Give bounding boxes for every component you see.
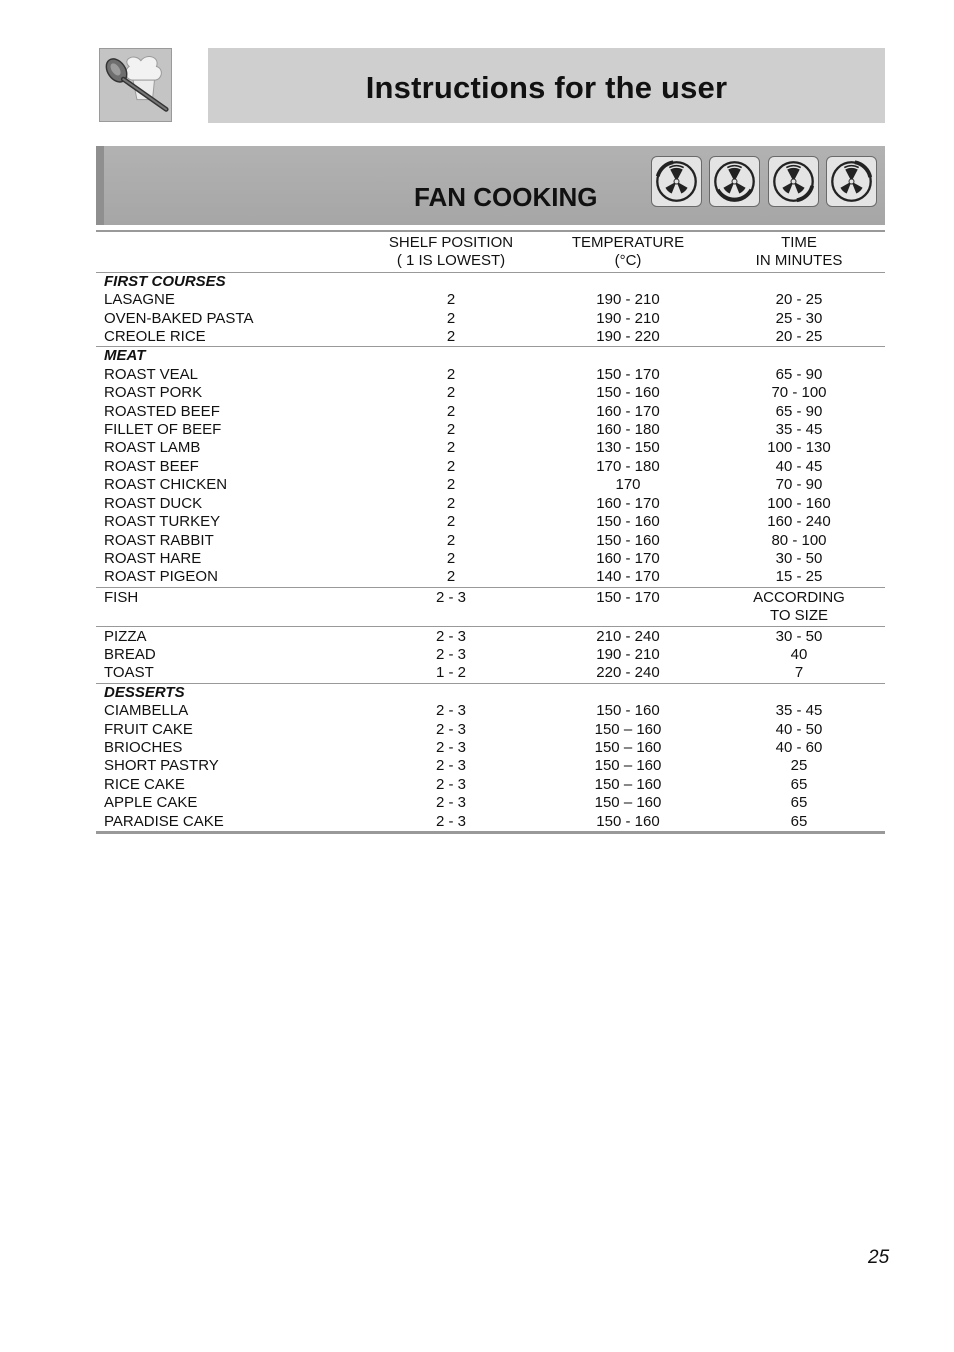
section-title: FAN COOKING (414, 182, 598, 212)
cooking-table (96, 230, 885, 834)
table-row: LASAGNE 2 190 - 210 20 - 25 (104, 291, 823, 309)
table-row: PARADISE CAKE 2 - 3 150 - 160 65 (104, 812, 808, 830)
table-row: ROAST RABBIT 2 150 - 160 80 - 100 (104, 531, 827, 549)
fan-icon (651, 156, 702, 207)
table-row: FILLET OF BEEF 2 160 - 180 35 - 45 (104, 421, 823, 439)
column-header-dish (96, 231, 359, 272)
table-row: BREAD 2 - 3 190 - 210 40 (104, 646, 808, 664)
table-row: ROAST PIGEON 2 140 - 170 15 - 25 (104, 568, 823, 586)
group-heading: FIRST COURSES (104, 272, 226, 290)
group-heading-row (96, 683, 885, 702)
table-row: SHORT PASTRY 2 - 3 150 – 160 25 (104, 757, 808, 775)
fan-icon (768, 156, 819, 207)
group-heading-row (96, 347, 885, 366)
spoon-and-chef-hat-icon (100, 49, 171, 121)
fan-icon (709, 156, 760, 207)
group-heading: DESSERTS (104, 683, 185, 701)
table-header (96, 231, 885, 272)
fan-icon (826, 156, 877, 207)
group-heading-row (96, 272, 885, 291)
table-row: TO SIZE (769, 607, 829, 625)
table-row: CIAMBELLA 2 - 3 150 - 160 35 - 45 (104, 702, 823, 720)
group-meat (96, 347, 885, 587)
table-row: CREOLE RICE 2 190 - 220 20 - 25 (104, 328, 823, 346)
table-row: APPLE CAKE 2 - 3 150 – 160 65 (104, 794, 808, 812)
table-row: BRIOCHES 2 - 3 150 – 160 40 - 60 (104, 739, 823, 757)
column-header-time: TIME IN MINUTES (755, 234, 843, 270)
section-banner (96, 146, 885, 225)
table-row: OVEN-BAKED PASTA 2 190 - 210 25 - 30 (104, 309, 823, 327)
table-row: ROAST PORK 2 150 - 160 70 - 100 (104, 384, 827, 402)
table-row: TOAST 1 - 2 220 - 240 7 (104, 664, 804, 682)
table-row: ROAST DUCK 2 160 - 170 100 - 160 (104, 494, 831, 512)
table-row: ROASTED BEEF 2 160 - 170 65 - 90 (104, 402, 823, 420)
table-row: RICE CAKE 2 - 3 150 – 160 65 (104, 775, 808, 793)
table-header-row (96, 231, 885, 272)
table-row: FRUIT CAKE 2 - 3 150 – 160 40 - 50 (104, 720, 823, 738)
group-bakery (96, 626, 885, 683)
table-row: ROAST CHICKEN 2 170 70 - 90 (104, 476, 823, 494)
table-row: FISH 2 - 3 150 - 170 ACCORDING (104, 588, 845, 606)
table-row: PIZZA 2 - 3 210 - 240 30 - 50 (104, 627, 823, 645)
table-row: ROAST LAMB 2 130 - 150 100 - 130 (104, 439, 831, 457)
page-number: 25 (868, 1247, 890, 1268)
column-header-shelf: SHELF POSITION ( 1 IS LOWEST) (388, 234, 514, 270)
table-row: ROAST VEAL 2 150 - 170 65 - 90 (104, 365, 823, 383)
group-heading: MEAT (104, 347, 146, 365)
chef-logo (99, 48, 172, 122)
group-first-courses (96, 272, 885, 347)
table-row: ROAST TURKEY 2 150 - 160 160 - 240 (104, 513, 831, 531)
header-bar (208, 48, 885, 123)
group-desserts (96, 683, 885, 832)
group-fish (96, 587, 885, 626)
page-title: Instructions for the user (365, 69, 728, 105)
column-header-temperature: TEMPERATURE (°C) (571, 234, 685, 270)
table-row: ROAST BEEF 2 170 - 180 40 - 45 (104, 457, 823, 475)
table-row: ROAST HARE 2 160 - 170 30 - 50 (104, 549, 823, 567)
